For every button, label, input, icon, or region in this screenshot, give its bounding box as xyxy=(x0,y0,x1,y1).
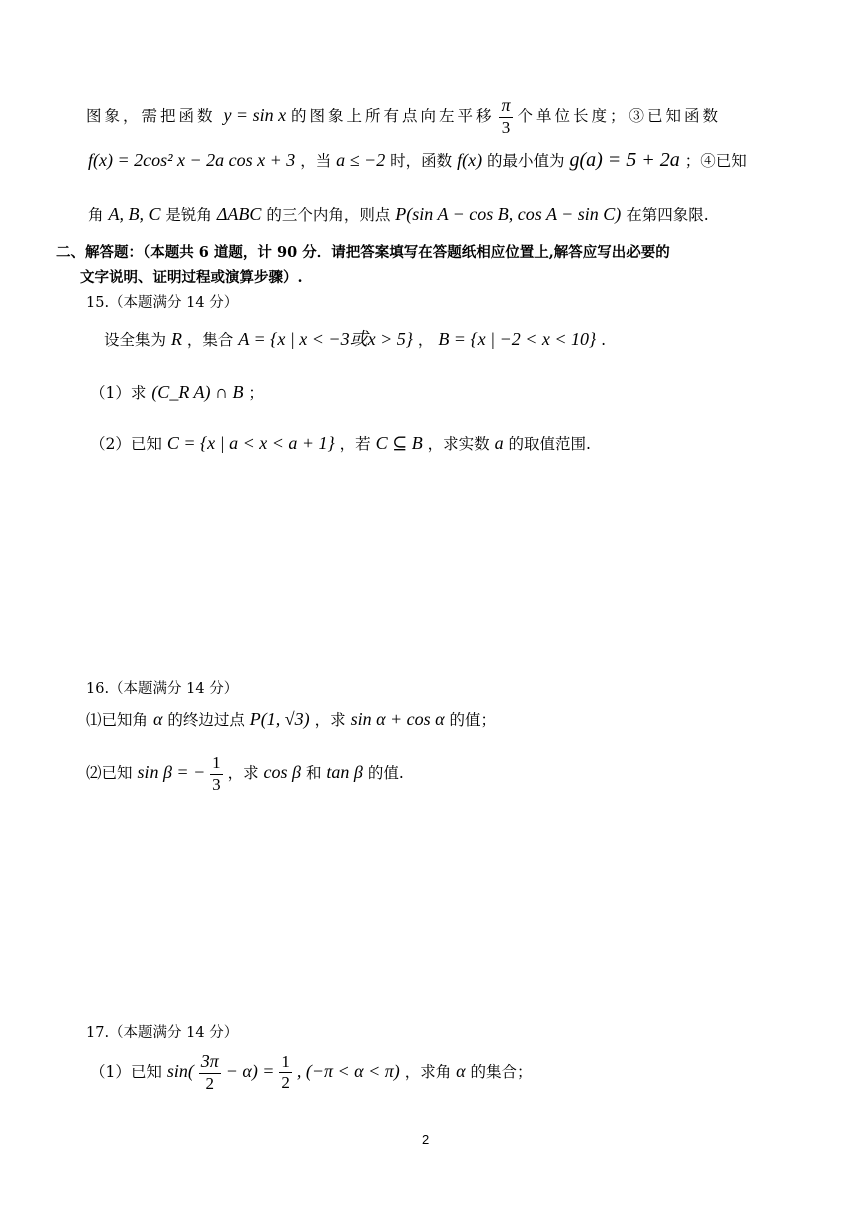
q15-p2-d: 的取值范围. xyxy=(508,435,591,453)
q16-header-text: 16.（本题满分 14 分） xyxy=(86,681,239,697)
q15-intro-c: ， xyxy=(417,331,434,349)
math-point-p: P(sin A − cos B, cos A − sin C) xyxy=(395,204,622,224)
question-15-intro xyxy=(104,330,606,349)
q16-p1-d: 的值； xyxy=(449,711,497,729)
math-point-p-sqrt3: P(1, √3) xyxy=(249,709,310,729)
math-sin-plus-cos: sin α + cos α xyxy=(350,709,445,729)
question-15-part1 xyxy=(90,383,264,402)
text-line-3 xyxy=(88,205,709,224)
section-heading-line1: 二、解答题：（本题共 6 道题，计 90 分．请把答案填写在答题纸相应位置上,解答应写出必要的 xyxy=(56,244,670,261)
math-alpha: α xyxy=(152,709,163,729)
fraction-one-third xyxy=(210,754,223,794)
question-16-part1 xyxy=(86,710,496,729)
line3-text-d: 在第四象限. xyxy=(626,206,709,224)
line3-text-a: 角 xyxy=(88,206,104,224)
fraction-pi-over-3 xyxy=(499,96,512,137)
fraction-3pi-over-2 xyxy=(199,1052,221,1093)
math-sin-open: sin( xyxy=(166,1060,194,1081)
question-15-part2 xyxy=(90,434,591,453)
line2-text-d: 的最小值为 xyxy=(487,152,565,170)
line2-text-e: ；④已知 xyxy=(684,152,747,170)
q15-p2-a: （2）已知 xyxy=(90,435,162,453)
line3-text-b: 是锐角 xyxy=(165,206,212,224)
math-subset: C ⊆ B xyxy=(375,433,423,453)
q16-p1-a: ⑴已知角 xyxy=(86,711,149,729)
math-y-sinx: y = sin x xyxy=(223,104,287,125)
q17-p1-c: 的集合； xyxy=(470,1062,533,1081)
math-complement-intersection: (C_R A) ∩ B xyxy=(151,382,244,402)
section-heading-cont xyxy=(80,271,303,286)
q16-p2-c: 和 xyxy=(305,764,322,783)
line1-text-c: 个单位长度；③已知函数 xyxy=(517,106,721,125)
line2-text-b: ，当 xyxy=(300,152,332,170)
line3-text-c: 的三个内角，则点 xyxy=(266,206,391,224)
math-set-A: A = {x | x < −3或x > 5} xyxy=(238,329,413,349)
question-17-header xyxy=(86,1026,238,1041)
math-angles: A, B, C xyxy=(108,204,161,224)
math-fx-definition: f(x) = 2cos² x − 2a cos x + 3 xyxy=(88,150,296,170)
fraction-numerator: 3π xyxy=(199,1052,221,1074)
fraction-numerator: 1 xyxy=(210,754,223,775)
fraction-numerator: 1 xyxy=(279,1053,292,1074)
q17-p1-b: ，求角 xyxy=(404,1062,452,1081)
section-heading xyxy=(56,246,670,261)
text-line-2 xyxy=(88,150,747,170)
q15-header-text: 15.（本题满分 14 分） xyxy=(86,295,239,311)
q16-p2-a: ⑵已知 xyxy=(86,764,133,783)
question-15-header xyxy=(86,296,238,311)
math-alpha-range: , (−π < α < π) xyxy=(296,1060,400,1081)
fraction-denominator: 2 xyxy=(281,1073,290,1093)
question-17-part1 xyxy=(90,1052,533,1093)
text-line-1 xyxy=(86,96,721,137)
math-R: R xyxy=(170,329,182,349)
fraction-numerator: π xyxy=(499,96,512,118)
math-alpha: α xyxy=(456,1060,466,1081)
math-a: a xyxy=(494,433,504,453)
math-a-condition: a ≤ −2 xyxy=(336,150,386,170)
q17-header-text: 17.（本题满分 14 分） xyxy=(86,1025,239,1041)
math-set-C: C = {x | a < x < a + 1} xyxy=(166,433,335,453)
math-sin-beta: sin β = − xyxy=(137,762,206,783)
fraction-denominator: 2 xyxy=(205,1073,215,1093)
q15-p2-b: ，若 xyxy=(339,435,371,453)
q16-p1-c: ，求 xyxy=(314,711,346,729)
q15-p1-a: （1）求 xyxy=(90,384,147,402)
question-16-header xyxy=(86,682,238,697)
q16-p2-d: 的值. xyxy=(367,764,404,783)
line1-text-a: 图象，需把函数 xyxy=(86,106,224,125)
q15-intro-a: 设全集为 xyxy=(104,331,167,349)
math-triangle: ΔABC xyxy=(216,204,262,224)
math-ga: g(a) = 5 + 2a xyxy=(569,149,680,171)
q16-p2-b: ，求 xyxy=(227,764,259,783)
question-16-part2 xyxy=(86,754,404,794)
line2-text-c: 时，函数 xyxy=(390,152,453,170)
fraction-one-half xyxy=(279,1053,292,1093)
q16-p1-b: 的终边过点 xyxy=(167,711,245,729)
math-minus-alpha: − α) = xyxy=(225,1060,275,1081)
q15-p2-c: ，求实数 xyxy=(427,435,490,453)
page-number: 2 xyxy=(422,1132,430,1147)
math-fx: f(x) xyxy=(457,150,483,170)
fraction-denominator: 3 xyxy=(501,117,511,137)
section-heading-line2: 文字说明、证明过程或演算步骤）. xyxy=(80,269,303,286)
math-cos-beta: cos β xyxy=(263,762,302,783)
fraction-denominator: 3 xyxy=(212,774,221,794)
q15-p1-b: ； xyxy=(248,384,264,402)
q15-intro-b: ，集合 xyxy=(186,331,234,349)
math-tan-beta: tan β xyxy=(326,762,363,783)
q15-intro-d: . xyxy=(601,331,607,349)
math-set-B: B = {x | −2 < x < 10} xyxy=(438,329,597,349)
q17-p1-a: （1）已知 xyxy=(90,1062,162,1081)
line1-text-b: 的图象上所有点向左平移 xyxy=(291,106,495,125)
